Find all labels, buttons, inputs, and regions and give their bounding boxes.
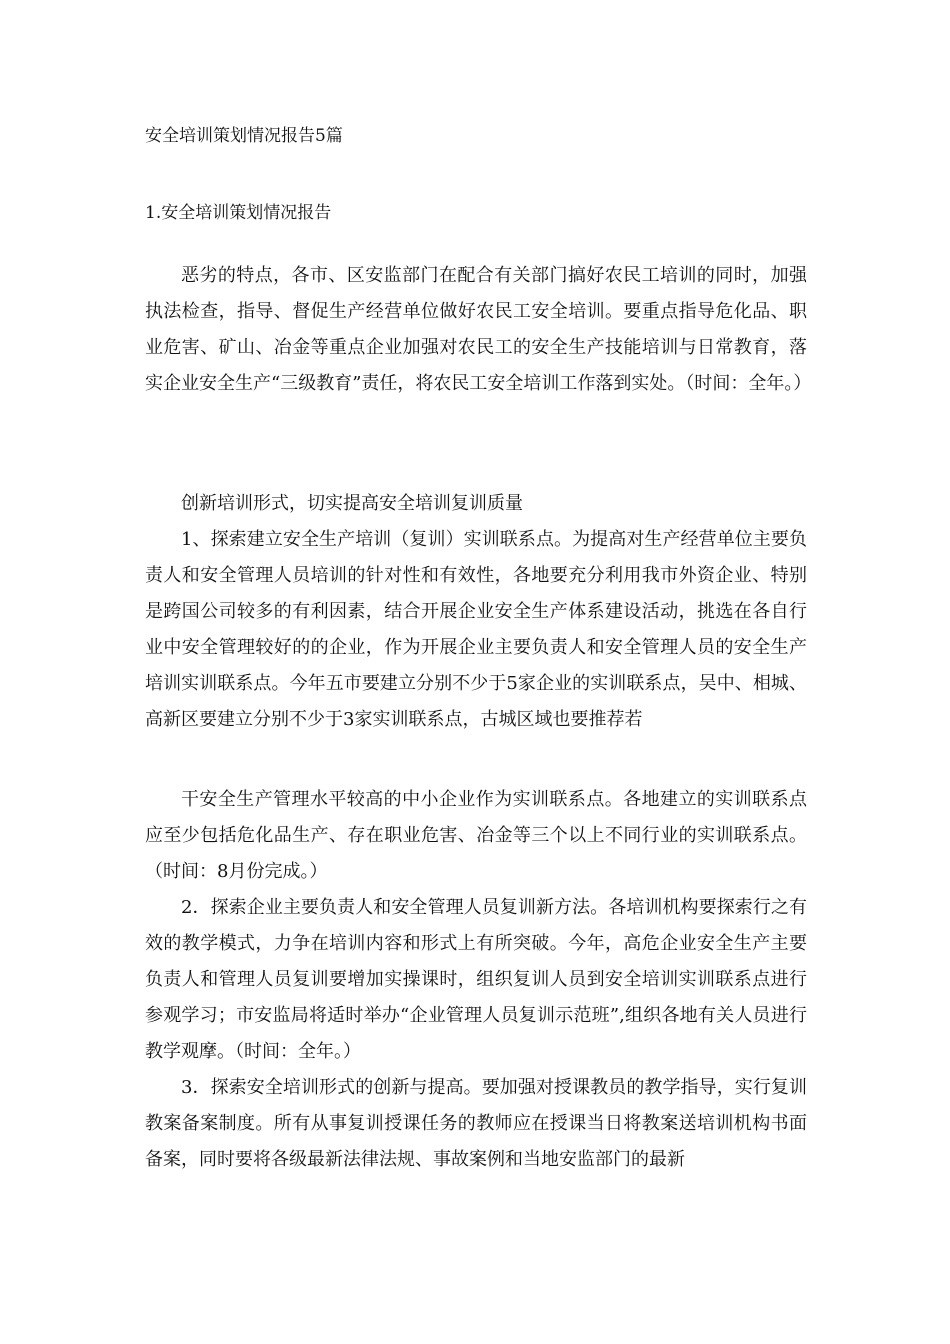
paragraph-4: 干安全生产管理水平较高的中小企业作为实训联系点。各地建立的实训联系点应至少包括危化品生产、存在职业危害、冶金等三个以上不同行业的实训联系点。（时间：8月份完成。） [145, 789, 807, 882]
paragraph-2: 创新培训形式，切实提高安全培训复训质量 [181, 493, 523, 514]
paragraph-5: 2．探索企业主要负责人和安全管理人员复训新方法。各培训机构要探索行之有效的教学模式，力争在培训内容和形式上有所突破。今年，高危企业安全生产主要负责人和管理人员复训要增加实操课时，组织复训人员到安全培训实训联系点进行参观学习；市安监局将适时举办“企业管理人员复训示范班”,组织各地有关人员进行教学观摩。（时间：全年。） [145, 897, 807, 1062]
paragraph-1: 恶劣的特点，各市、区安监部门在配合有关部门搞好农民工培训的同时，加强执法检查，指导、督促生产经营单位做好农民工安全培训。要重点指导危化品、职业危害、矿山、冶金等重点企业加强对农民工的安全生产技能培训与日常教育，落实企业安全生产“三级教育”责任，将农民工安全培训工作落到实处。（时间：全年。） [145, 265, 812, 394]
paragraph-6: 3．探索安全培训形式的创新与提高。要加强对授课教员的教学指导，实行复训教案备案制度。所有从事复训授课任务的教师应在授课当日将教案送培训机构书面备案，同时要将各级最新法律法规、事故案例和当地安监部门的最新 [145, 1077, 807, 1170]
section-heading: 1.安全培训策划情况报告 [145, 203, 332, 223]
document-title: 安全培训策划情况报告5篇 [145, 126, 343, 146]
paragraph-3: 1、探索建立安全生产培训（复训）实训联系点。为提高对生产经营单位主要负责人和安全管理人员培训的针对性和有效性，各地要充分利用我市外资企业、特别是跨国公司较多的有利因素，结合开展企业安全生产体系建设活动，挑选在各自行业中安全管理较好的的企业，作为开展企业主要负责人和安全管理人员的安全生产培训实训联系点。今年五市要建立分别不少于5家企业的实训联系点，吴中、相城、高新区要建立分别不少于3家实训联系点，古城区域也要推荐若 [145, 529, 807, 730]
